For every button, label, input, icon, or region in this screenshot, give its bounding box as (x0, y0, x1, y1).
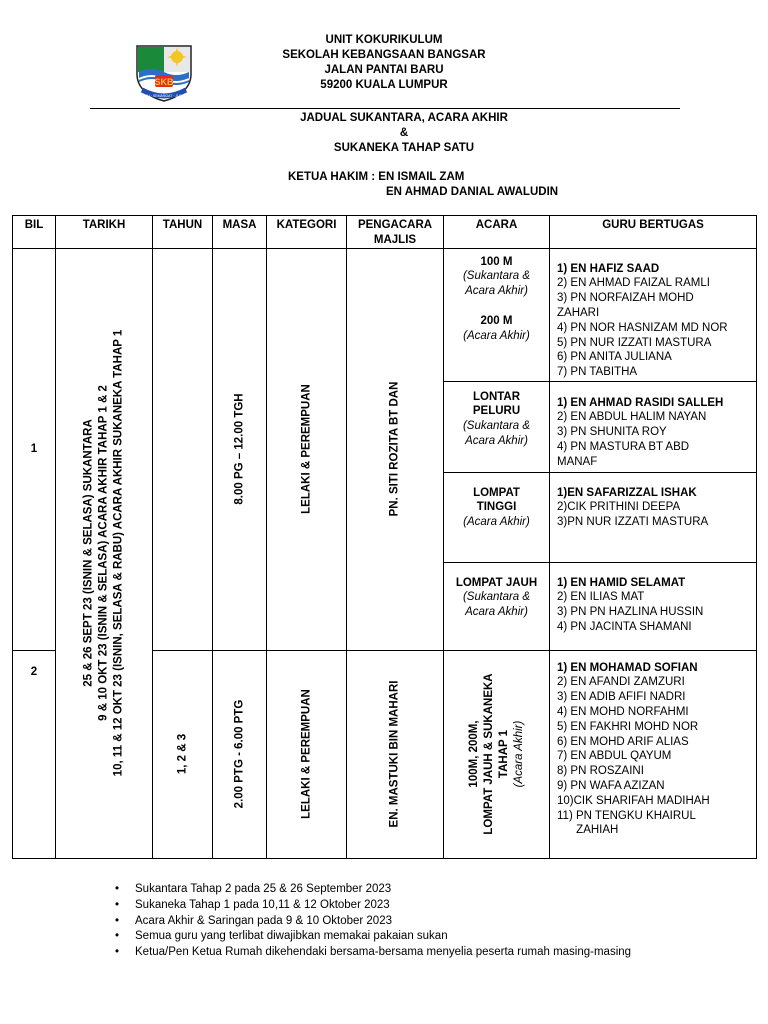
acara-cell: LONTAR PELURU (Sukantara & Acara Akhir) (444, 381, 550, 472)
school-name: SEKOLAH KEBANGSAAN BANGSAR (282, 49, 486, 61)
acara-cell: LOMPAT TINGGI (Acara Akhir) (444, 472, 550, 562)
list-item: • Acara Akhir & Saringan pada 9 & 10 Oktober 2023 (135, 914, 631, 930)
bil-cell: 2 (13, 650, 56, 858)
acara-cell: LOMPAT JAUH (Sukantara & Acara Akhir) (444, 562, 550, 650)
notes-list (100, 882, 631, 961)
school-address-city: 59200 KUALA LUMPUR (320, 79, 448, 91)
unit-title: UNIT KOKURIKULUM (325, 34, 443, 46)
school-address-street: JALAN PANTAI BARU (324, 64, 444, 76)
head-judge-second: EN AHMAD DANIAL AWALUDIN (386, 186, 559, 198)
tahun-cell: 1, 2 & 3 (153, 650, 213, 858)
list-item: • Sukaneka Tahap 1 pada 10,11 & 12 Oktober 2023 (135, 898, 631, 914)
pengacara-cell: EN. MASTUKI BIN MAHARI (347, 650, 444, 858)
guru-cell: 1) EN HAFIZ SAAD 2) EN AHMAD FAIZAL RAMLI 3) PN NORFAIZAH MOHD ZAHARI 4) PN NOR HASNIZAM MD NOR 5) PN NUR IZZATI MASTURA 6) PN ANITA JULIANA 7) PN TABITHA (550, 248, 757, 381)
pengacara-cell: PN. SITI ROZITA BT DAN (347, 248, 444, 650)
list-item: • Semua guru yang terlibat diwajibkan memakai pakaian sukan (135, 929, 631, 945)
list-item: • Sukantara Tahap 2 pada 25 & 26 September 2023 (135, 882, 631, 898)
head-judge-label: KETUA HAKIM : EN ISMAIL ZAM (288, 171, 465, 183)
schedule-table (12, 215, 757, 859)
list-item: • Ketua/Pen Ketua Rumah dikehendaki bersama-bersama menyelia peserta rumah masing-masing (135, 945, 631, 961)
masa-cell: 2.00 PTG - 6.00 PTG (213, 650, 267, 858)
acara-cell: 100 M (Sukantara & Acara Akhir) 200 M (Acara Akhir) (444, 248, 550, 381)
col-header-masa: MASA (213, 216, 267, 249)
svg-text:SKB: SKB (154, 77, 174, 87)
bil-cell: 1 (13, 248, 56, 650)
col-header-tarikh: TARIKH (56, 216, 153, 249)
guru-cell: 1) EN AHMAD RASIDI SALLEH 2) EN ABDUL HALIM NAYAN 3) PN SHUNITA ROY 4) PN MASTURA BT ABD MANAF (550, 381, 757, 472)
col-header-bil: BIL (13, 216, 56, 249)
col-header-tahun: TAHUN (153, 216, 213, 249)
kategori-cell: LELAKI & PEREMPUAN (267, 650, 347, 858)
tarikh-cell (56, 248, 153, 858)
col-header-pengacara: PENGACARA MAJLIS (347, 216, 444, 249)
schedule-title: JADUAL SUKANTARA, ACARA AKHIR & SUKANEKA TAHAP SATU (300, 112, 508, 154)
acara-cell: 100M, 200M, LOMPAT JAUH & SUKANEKA TAHAP 1 (Acara Akhir) (444, 650, 550, 858)
table-row (13, 248, 757, 381)
masa-cell: 8.00 PG – 12.00 TGH (213, 248, 267, 650)
table-header-row (13, 216, 757, 249)
svg-text:ILMU · SEMANGAT · JUJUR: ILMU · SEMANGAT · JUJUR (141, 94, 187, 98)
col-header-guru: GURU BERTUGAS (550, 216, 757, 249)
col-header-kategori: KATEGORI (267, 216, 347, 249)
guru-cell: 1) EN MOHAMAD SOFIAN 2) EN AFANDI ZAMZURI 3) EN ADIB AFIFI NADRI 4) EN MOHD NORFAHMI 5) EN FAKHRI MOHD NOR 6) EN MOHD ARIF ALIAS 7) EN ABDUL QAYUM 8) PN ROSZAINI 9) PN WAFA AZIZAN 10)CIK SHARIFAH MADIHAH 11) PN TENGKU KHAIRUL ZAHIAH (550, 650, 757, 858)
header-divider (90, 108, 680, 109)
guru-cell: 1) EN HAMID SELAMAT 2) EN ILIAS MAT 3) PN PN HAZLINA HUSSIN 4) PN JACINTA SHAMANI (550, 562, 757, 650)
tahun-cell (153, 248, 213, 650)
tarikh-text: 25 & 26 SEPT 23 (ISNIN & SELASA) SUKANTARA 9 & 10 OKT 23 (ISNIN & SELASA) ACARA AKHIR TAHAP 1 & 2 10, 11 & 12 OKT 23 (ISNIN, SELASA & RABU) ACARA AKHIR SUKANEKA TAHAP 1 (82, 329, 125, 777)
guru-cell: 1)EN SAFARIZZAL ISHAK 2)CIK PRITHINI DEEPA 3)PN NUR IZZATI MASTURA (550, 472, 757, 562)
col-header-acara: ACARA (444, 216, 550, 249)
kategori-cell: LELAKI & PEREMPUAN (267, 248, 347, 650)
